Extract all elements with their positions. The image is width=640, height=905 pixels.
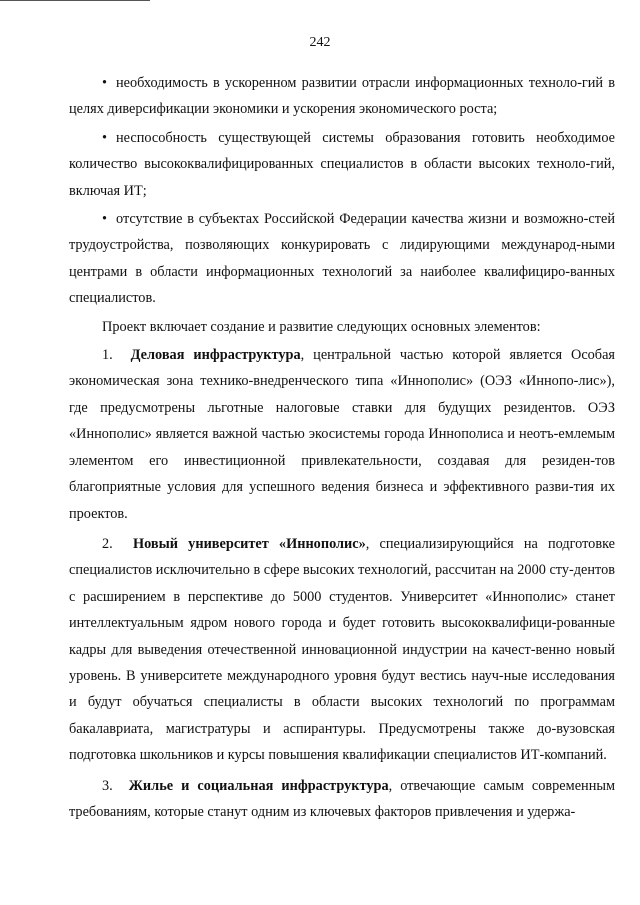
item-number: 3. — [102, 777, 113, 794]
item-title: Жилье и социальная инфраструктура — [128, 777, 389, 794]
item-text: , отвечающие самым современным требованиям, которые станут одним из ключевых факторов привлечения и удержа- — [69, 777, 615, 820]
item-title: Деловая инфраструктура — [130, 347, 301, 364]
bullet-mark: • — [102, 129, 108, 146]
item-number: 1. — [102, 347, 113, 364]
item-text: , специализирующийся на подготовке специалистов исключительно в сфере высоких технологий, рассчитан на 2000 сту-дентов с расширением в перспективе до 5000 студентов. Университет «Иннополис» станет интеллектуальным ядром нового города и будет готовить высококвалифици-рованные кадры для выведения отечественной инновационной индустрии на качест-венно новый уровень. В университете международного уровня будут вестись науч-ные исследования и будут обучаться специалисты в области высоких технологий по программам бакалавриата, магистратуры и аспирантуры. Предусмотрены также до-вузовская подготовка школьников и курсы повышения квалификации специалистов ИТ-компаний. — [69, 535, 616, 764]
bullet-text: отсутствие в субъектах Российской Федерации качества жизни и возможно-стей трудоустройства, позволяющих конкурировать с лидирующими международ-ными центрами в области информационных технологий за наиболее квалифициро-ванных специалистов. — [69, 211, 615, 307]
numbered-item — [69, 531, 615, 769]
item-text: , центральной частью которой является Особая экономическая зона технико-внедренческого типа «Иннополис» (ОЭЗ «Иннопо-лис»), где предусмотрены льготные налоговые ставки для будущих резидентов. ОЭЗ «Иннополис» является важной частью экосистемы города Иннополиса и неотъ-емлемым элементом его инвестиционной привлекательности, создавая для резиден-тов благоприятные условия для успешного ведения бизнеса и эффективного разви-тия их проектов. — [69, 347, 616, 522]
bullet-mark: • — [102, 75, 108, 91]
bullet-item — [69, 125, 615, 204]
bullet-item — [69, 206, 615, 312]
bullet-mark: • — [102, 211, 108, 228]
bullet-text: неспособность существующей системы образования готовить необходимое количество высококвалифицированных специалистов в области высоких техноло-гий, включая ИТ; — [69, 129, 615, 199]
intro-paragraph: Проект включает создание и развитие следующих основных элементов: — [102, 318, 541, 335]
bullet-text: необходимость в ускоренном развитии отрасли информационных техноло-гий в целях диверсификации экономики и ускорения экономического роста; — [69, 75, 615, 118]
item-number: 2. — [102, 535, 113, 552]
page-number: 242 — [309, 35, 331, 50]
bullet-item — [69, 70, 615, 123]
numbered-item — [69, 773, 615, 826]
header-rule — [0, 0, 150, 1]
item-title: Новый университет «Иннополис» — [133, 535, 366, 552]
document-body — [69, 70, 615, 825]
numbered-item — [69, 342, 615, 527]
